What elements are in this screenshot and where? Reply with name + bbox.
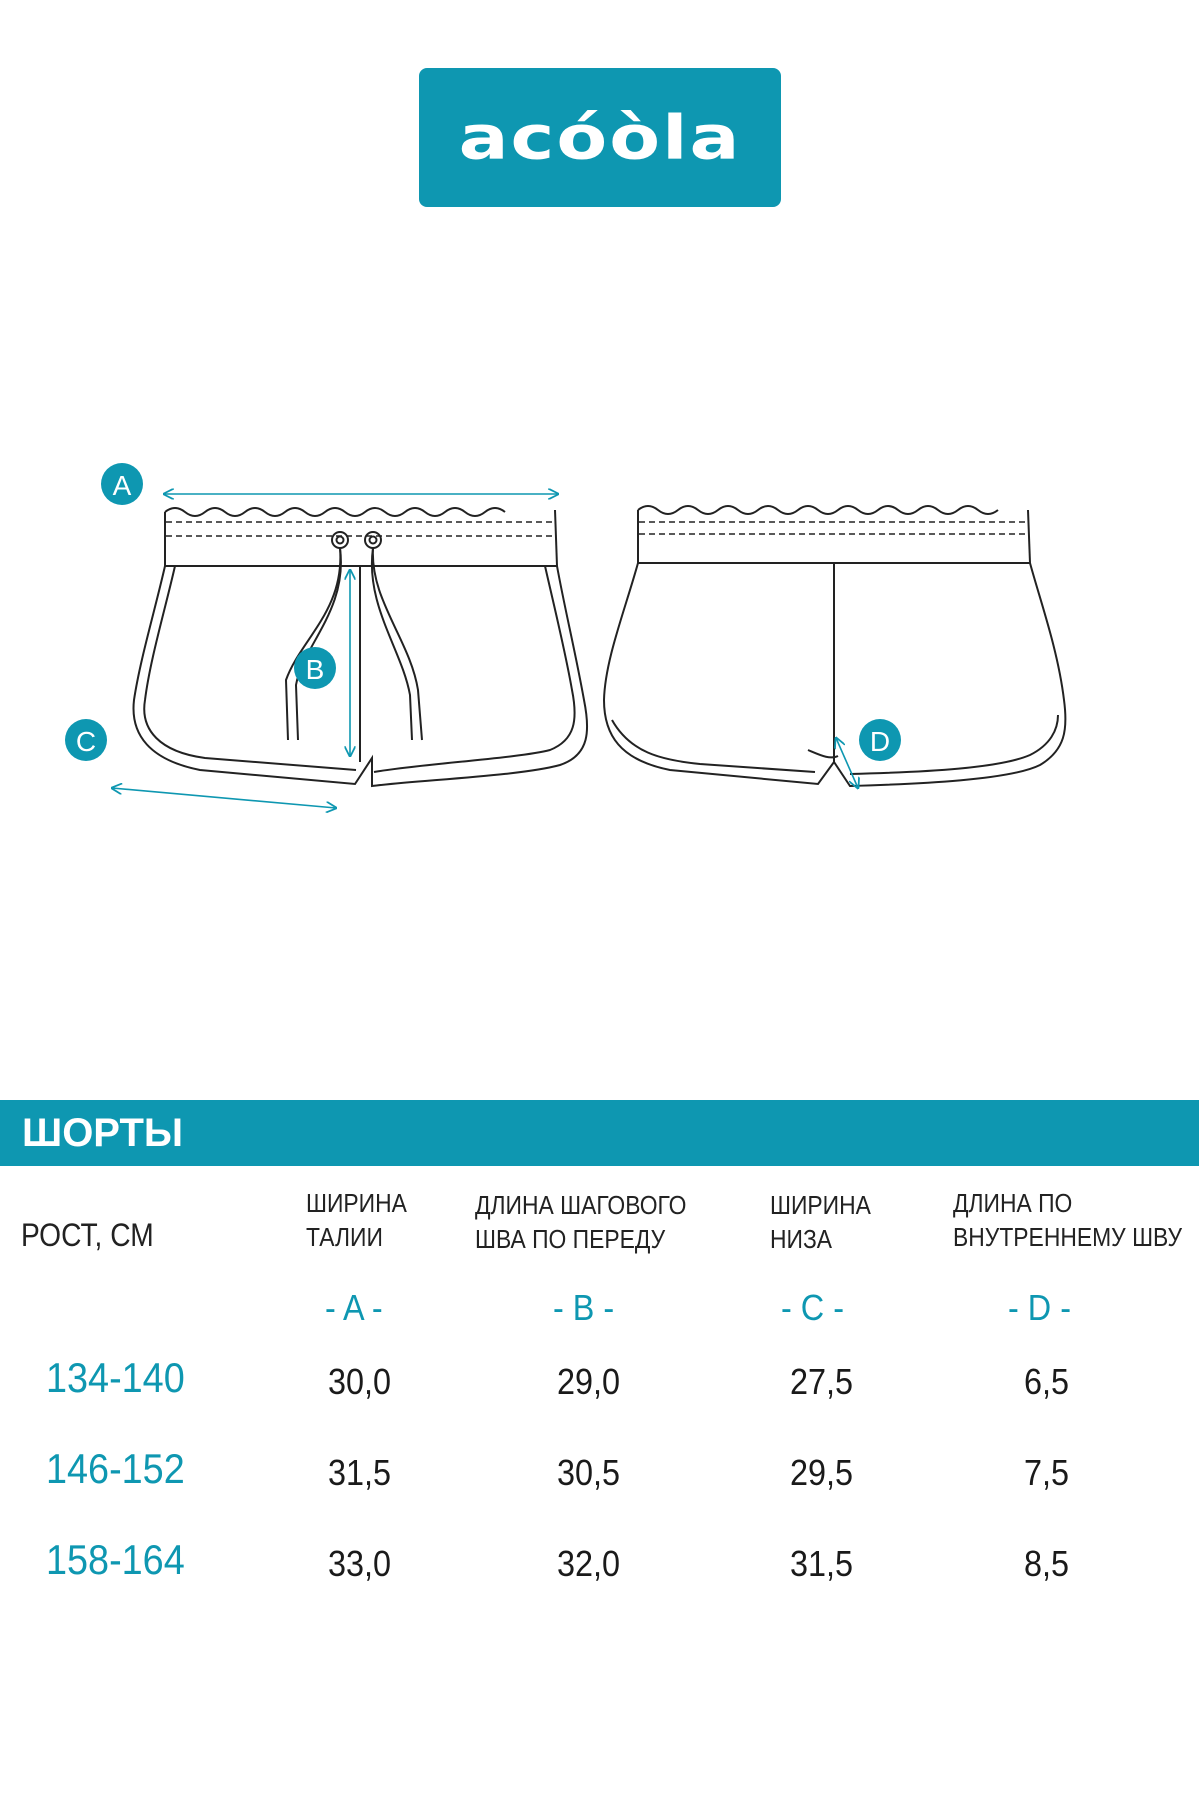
label-d — [859, 719, 901, 761]
brand-logo — [419, 68, 781, 207]
column-header-inseam: ДЛИНА ПО ВНУТРЕННЕМУ ШВУ — [953, 1188, 1183, 1252]
table-cell: 7,5 — [1024, 1452, 1070, 1493]
brand-logo-text: acóòla — [458, 102, 742, 173]
table-cell: 6,5 — [1024, 1361, 1070, 1402]
table-cell: 30,5 — [557, 1452, 621, 1493]
table-cell: 31,5 — [790, 1543, 854, 1584]
svg-text:B: B — [305, 654, 325, 685]
svg-text:A: A — [112, 470, 132, 501]
svg-text:D: D — [869, 726, 891, 757]
table-title-band — [0, 1100, 1199, 1166]
table-cell: 31,5 — [328, 1452, 392, 1493]
table-row-height: 158-164 — [46, 1536, 185, 1583]
column-letter-a: - A - — [325, 1287, 383, 1328]
table-title: ШОРТЫ — [22, 1111, 184, 1155]
label-a — [101, 463, 143, 505]
shorts-technical-drawing — [0, 440, 1199, 840]
table-row-height: 134-140 — [46, 1354, 185, 1401]
table-cell: 29,5 — [790, 1452, 854, 1493]
table-cell: 32,0 — [557, 1543, 621, 1584]
column-header-hem-width: ШИРИНА НИЗА — [770, 1190, 871, 1254]
svg-text:C: C — [75, 726, 97, 757]
shorts-back-view — [604, 506, 1065, 786]
table-cell: 27,5 — [790, 1361, 854, 1402]
label-c — [65, 719, 107, 761]
table-cell: 29,0 — [557, 1361, 621, 1402]
arrow-c — [112, 788, 336, 808]
column-header-front-rise: ДЛИНА ШАГОВОГО ШВА ПО ПЕРЕДУ — [475, 1190, 687, 1254]
column-header-waist-width: ШИРИНА ТАЛИИ — [306, 1188, 407, 1252]
row-header-height: РОСТ, СМ — [21, 1217, 154, 1253]
column-letter-d: - D - — [1008, 1287, 1071, 1328]
label-b — [294, 647, 336, 689]
measurement-arrows — [112, 494, 858, 808]
table-cell: 8,5 — [1024, 1543, 1070, 1584]
column-letter-c: - C - — [781, 1287, 844, 1328]
shorts-front-view — [134, 508, 588, 786]
table-row-height: 146-152 — [46, 1445, 185, 1492]
table-cell: 30,0 — [328, 1361, 392, 1402]
table-cell: 33,0 — [328, 1543, 392, 1584]
column-letter-b: - B - — [553, 1287, 615, 1328]
